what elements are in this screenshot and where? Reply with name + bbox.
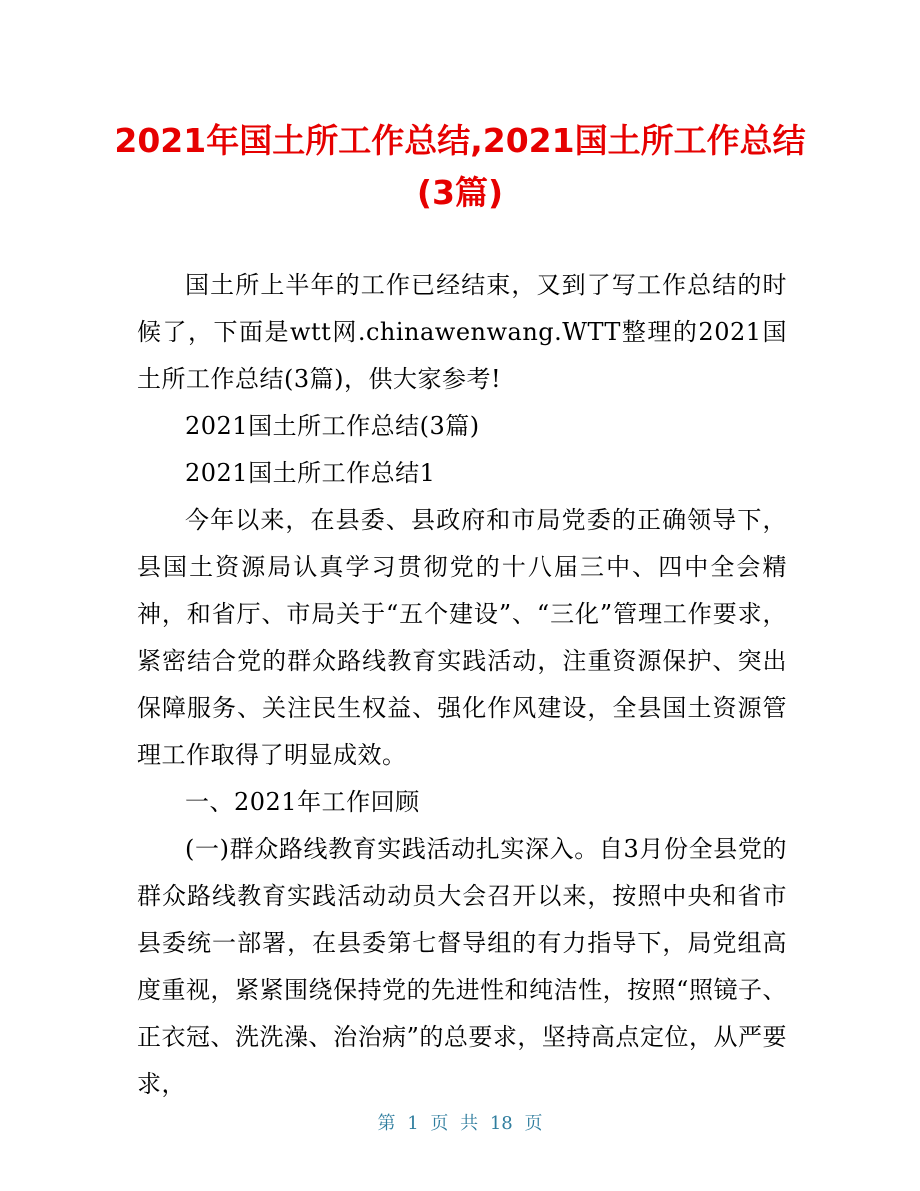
document-body [137,262,787,1108]
paragraph-heading-collection: 2021国土所工作总结(3篇) [185,412,480,440]
paragraph-intro: 国土所上半年的工作已经结束，又到了写工作总结的时候了，下面是wtt网.chinawenwang.WTT整理的2021国土所工作总结(3篇)，供大家参考! [137,271,787,393]
paragraph-heading-summary-1: 2021国土所工作总结1 [185,459,436,487]
paragraph-overview: 今年以来，在县委、县政府和市局党委的正确领导下，县国土资源局认真学习贯彻党的十八届三中、四中全会精神，和省厅、市局关于“五个建设”、“三化”管理工作要求，紧密结合党的群众路线教育实践活动，注重资源保护、突出保障服务、关注民生权益、强化作风建设，全县国土资源管理工作取得了明显成效。 [137,506,787,769]
paragraph-section-1: (一)群众路线教育实践活动扎实深入。自3月份全县党的群众路线教育实践活动动员大会召开以来，按照中央和省市县委统一部署，在县委第七督导组的有力指导下，局党组高度重视，紧紧围绕保持党的先进性和纯洁性，按照“照镜子、正衣冠、洗洗澡、治治病”的总要求，坚持高点定位，从严要求， [137,835,787,1098]
page-footer: 第 1 页 共 18 页 [377,1113,543,1134]
document-title: 2021年国土所工作总结,2021国土所工作总结(3篇) [114,121,806,212]
paragraph-section-heading: 一、2021年工作回顾 [185,788,420,816]
